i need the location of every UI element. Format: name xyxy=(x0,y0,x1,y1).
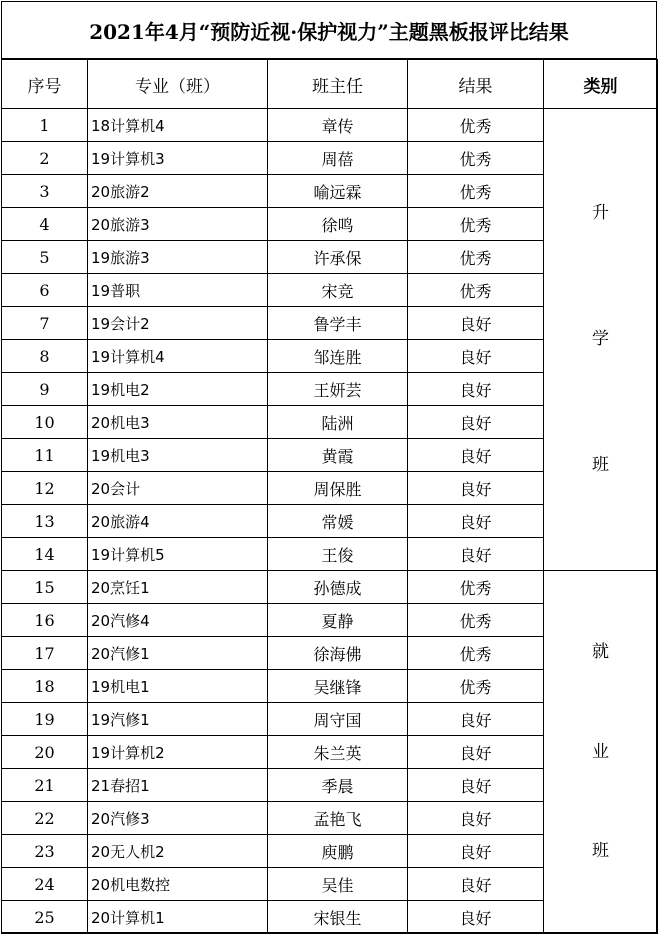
row-result: 优秀 xyxy=(408,175,544,208)
row-number: 17 xyxy=(2,637,88,670)
row-major: 19会计2 xyxy=(88,307,268,340)
row-result: 良好 xyxy=(408,373,544,406)
row-teacher: 朱兰英 xyxy=(268,736,408,769)
header-result: 结果 xyxy=(408,60,544,109)
row-teacher: 吴继锋 xyxy=(268,670,408,703)
row-major: 20会计 xyxy=(88,472,268,505)
row-result: 良好 xyxy=(408,901,544,934)
row-teacher: 孟艳飞 xyxy=(268,802,408,835)
row-teacher: 季晨 xyxy=(268,769,408,802)
category-text xyxy=(544,603,657,901)
row-number: 2 xyxy=(2,142,88,175)
row-teacher: 孙德成 xyxy=(268,571,408,604)
row-result: 优秀 xyxy=(408,604,544,637)
row-number: 10 xyxy=(2,406,88,439)
row-teacher: 陆洲 xyxy=(268,406,408,439)
row-major: 19旅游3 xyxy=(88,241,268,274)
row-result: 良好 xyxy=(408,307,544,340)
row-major: 20计算机1 xyxy=(88,901,268,934)
row-teacher: 喻远霖 xyxy=(268,175,408,208)
row-teacher: 周保胜 xyxy=(268,472,408,505)
row-result: 良好 xyxy=(408,802,544,835)
row-result: 优秀 xyxy=(408,109,544,142)
row-teacher: 邹连胜 xyxy=(268,340,408,373)
row-result: 良好 xyxy=(408,868,544,901)
row-teacher: 黄霞 xyxy=(268,439,408,472)
table-row xyxy=(2,109,658,142)
row-number: 21 xyxy=(2,769,88,802)
row-result: 良好 xyxy=(408,835,544,868)
row-number: 22 xyxy=(2,802,88,835)
row-teacher: 夏静 xyxy=(268,604,408,637)
row-teacher: 鲁学丰 xyxy=(268,307,408,340)
category-cell-employment xyxy=(544,571,658,934)
row-teacher: 庾鹏 xyxy=(268,835,408,868)
row-major: 20机电数控 xyxy=(88,868,268,901)
row-major: 19普职 xyxy=(88,274,268,307)
table-row xyxy=(2,571,658,604)
row-teacher: 周守国 xyxy=(268,703,408,736)
row-result: 良好 xyxy=(408,406,544,439)
row-major: 20汽修4 xyxy=(88,604,268,637)
category-cell-further-study xyxy=(544,109,658,571)
header-teacher: 班主任 xyxy=(268,60,408,109)
row-teacher: 吴佳 xyxy=(268,868,408,901)
category-char: 学 xyxy=(592,328,609,349)
row-teacher: 常媛 xyxy=(268,505,408,538)
row-major: 20汽修1 xyxy=(88,637,268,670)
row-teacher: 许承保 xyxy=(268,241,408,274)
row-number: 12 xyxy=(2,472,88,505)
category-char: 就 xyxy=(592,642,609,663)
row-number: 6 xyxy=(2,274,88,307)
row-major: 20烹饪1 xyxy=(88,571,268,604)
row-number: 24 xyxy=(2,868,88,901)
category-text xyxy=(544,150,657,529)
row-major: 18计算机4 xyxy=(88,109,268,142)
row-major: 19计算机5 xyxy=(88,538,268,571)
row-teacher: 宋银生 xyxy=(268,901,408,934)
row-number: 8 xyxy=(2,340,88,373)
results-table xyxy=(1,59,658,934)
category-char: 班 xyxy=(592,840,609,861)
row-number: 5 xyxy=(2,241,88,274)
row-number: 7 xyxy=(2,307,88,340)
row-number: 25 xyxy=(2,901,88,934)
row-result: 优秀 xyxy=(408,571,544,604)
category-char: 班 xyxy=(592,455,609,476)
row-result: 优秀 xyxy=(408,142,544,175)
category-char: 升 xyxy=(592,202,609,223)
row-major: 20旅游3 xyxy=(88,208,268,241)
row-number: 20 xyxy=(2,736,88,769)
row-result: 优秀 xyxy=(408,274,544,307)
row-major: 20无人机2 xyxy=(88,835,268,868)
row-major: 20旅游2 xyxy=(88,175,268,208)
row-number: 3 xyxy=(2,175,88,208)
row-teacher: 宋竞 xyxy=(268,274,408,307)
table-header-row xyxy=(2,60,658,109)
row-number: 19 xyxy=(2,703,88,736)
row-teacher: 周蓓 xyxy=(268,142,408,175)
row-number: 16 xyxy=(2,604,88,637)
row-result: 良好 xyxy=(408,769,544,802)
category-char: 业 xyxy=(592,741,609,762)
row-result: 良好 xyxy=(408,340,544,373)
row-major: 19机电3 xyxy=(88,439,268,472)
row-number: 23 xyxy=(2,835,88,868)
row-number: 4 xyxy=(2,208,88,241)
row-teacher: 徐海佛 xyxy=(268,637,408,670)
row-result: 优秀 xyxy=(408,241,544,274)
row-number: 18 xyxy=(2,670,88,703)
row-result: 良好 xyxy=(408,736,544,769)
row-teacher: 章传 xyxy=(268,109,408,142)
row-major: 19机电1 xyxy=(88,670,268,703)
row-major: 19机电2 xyxy=(88,373,268,406)
row-number: 13 xyxy=(2,505,88,538)
row-number: 11 xyxy=(2,439,88,472)
row-teacher: 王妍芸 xyxy=(268,373,408,406)
row-result: 良好 xyxy=(408,703,544,736)
row-teacher: 王俊 xyxy=(268,538,408,571)
row-major: 20旅游4 xyxy=(88,505,268,538)
row-result: 良好 xyxy=(408,472,544,505)
row-number: 15 xyxy=(2,571,88,604)
row-major: 19计算机2 xyxy=(88,736,268,769)
table-body xyxy=(2,109,658,934)
row-result: 优秀 xyxy=(408,208,544,241)
row-teacher: 徐鸣 xyxy=(268,208,408,241)
row-number: 9 xyxy=(2,373,88,406)
row-major: 19汽修1 xyxy=(88,703,268,736)
header-major: 专业（班） xyxy=(88,60,268,109)
row-number: 14 xyxy=(2,538,88,571)
row-result: 优秀 xyxy=(408,637,544,670)
row-major: 20汽修3 xyxy=(88,802,268,835)
row-number: 1 xyxy=(2,109,88,142)
page-title: 2021年4月“预防近视·保护视力”主题黑板报评比结果 xyxy=(2,2,656,59)
row-result: 良好 xyxy=(408,505,544,538)
row-major: 19计算机3 xyxy=(88,142,268,175)
header-category: 类别 xyxy=(544,60,658,109)
row-major: 19计算机4 xyxy=(88,340,268,373)
header-no: 序号 xyxy=(2,60,88,109)
row-major: 20机电3 xyxy=(88,406,268,439)
row-result: 良好 xyxy=(408,439,544,472)
row-result: 优秀 xyxy=(408,670,544,703)
row-result: 良好 xyxy=(408,538,544,571)
row-major: 21春招1 xyxy=(88,769,268,802)
